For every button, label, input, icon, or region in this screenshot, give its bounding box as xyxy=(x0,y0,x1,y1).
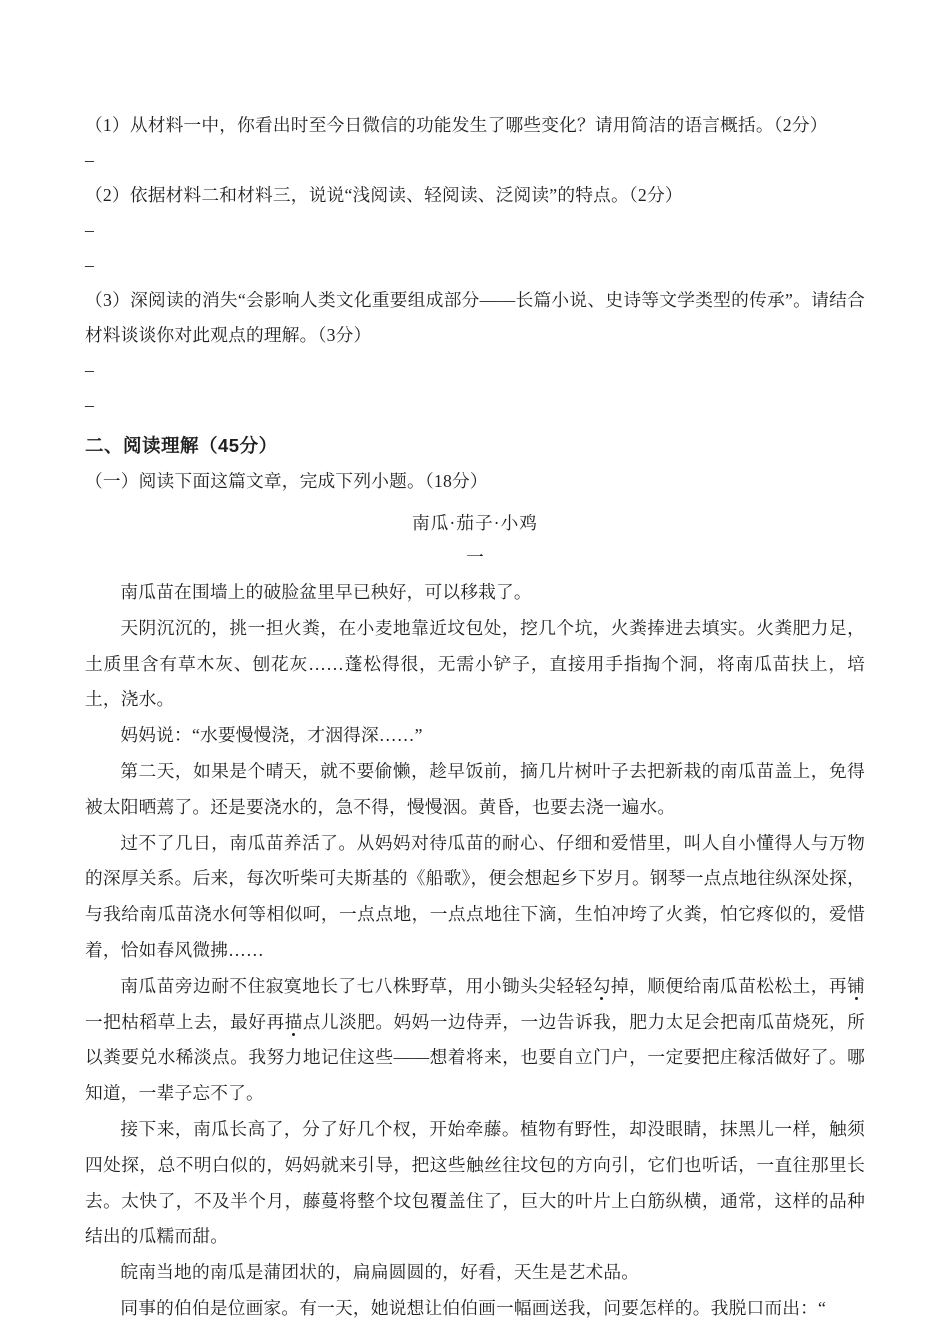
answer-blank-line: – xyxy=(85,220,94,240)
emphasized-char: 描 xyxy=(284,1011,303,1032)
text-segment: 南瓜苗在围墙上的破脸盆里早已秧好，可以移栽了。 xyxy=(120,582,532,602)
emphasized-char: 铺 xyxy=(847,975,865,996)
answer-blank-line: – xyxy=(85,255,94,275)
text-segment: 同事的伯伯是位画家。有一天，她说想让伯伯画一幅画送我，问要怎样的。我脱口而出：“ xyxy=(120,1297,827,1318)
essay-paragraph xyxy=(85,969,865,1112)
text-segment: 接下来，南瓜长高了，分了好几个杈，开始牵藤。植物有野性，却没眼睛，抹黑儿一样，触须四处探，总不明白似的，妈妈就来引导，把这些触丝往坟包的方向引，它们也听话，一直往那里长去。太快了，不及半个月，藤蔓将整个坟包覆盖住了，巨大的叶片上白筋纵横，通常，这样的品种结出的瓜糯而甜。 xyxy=(85,1118,865,1247)
question-text: （1）从材料一中，你看出时至今日微信的功能发生了哪些变化？请用简洁的语言概括。（2分） xyxy=(85,115,828,135)
essay-paragraph xyxy=(85,611,865,718)
question-text: （3）深阅读的消失“会影响人类文化重要组成部分——长篇小说、史诗等文学类型的传承”。请结合材料谈谈你对此观点的理解。（3分） xyxy=(85,290,865,345)
question-block xyxy=(85,108,865,423)
question-text: （2）依据材料二和材料三，说说“浅阅读、轻阅读、泛阅读”的特点。（2分） xyxy=(85,185,683,205)
answer-blank-line: – xyxy=(85,150,94,170)
essay-part-label: 一 xyxy=(466,547,484,567)
section-subheading: （一）阅读下面这篇文章，完成下列小题。（18分） xyxy=(85,471,488,491)
text-segment: 妈妈说：“水要慢慢浇，才洇得深……” xyxy=(120,725,423,746)
essay-paragraph xyxy=(85,718,865,754)
text-segment: 皖南当地的南瓜是蒲团状的，扁扁圆圆的，好看，天生是艺术品。 xyxy=(120,1262,640,1283)
answer-blank-line: – xyxy=(85,360,94,380)
essay-paragraph xyxy=(85,575,865,611)
essay-paragraph xyxy=(85,1255,865,1291)
answer-blank-line: – xyxy=(85,395,94,415)
text-segment: 掉，顺便给南瓜苗松松土，再 xyxy=(610,975,848,996)
essay-body xyxy=(85,575,865,1327)
text-segment: 天阴沉沉的，挑一担火粪，在小麦地靠近坟包处，挖几个坑，火粪捧进去填实。火粪肥力足，土质里含有草木灰、刨花灰……蓬松得很，无需小铲子，直接用手指掏个洞，将南瓜苗扶上，培土，浇水。 xyxy=(85,617,865,710)
section-heading: 二、阅读理解（45分） xyxy=(85,435,278,456)
essay xyxy=(85,506,865,1327)
text-segment: 一把枯稻草上去，最好再 xyxy=(85,1011,285,1032)
essay-paragraph xyxy=(85,826,865,969)
essay-paragraph xyxy=(85,754,865,826)
emphasized-char: 勾 xyxy=(592,975,611,996)
text-segment: 过不了几日，南瓜苗养活了。从妈妈对待瓜苗的耐心、仔细和爱惜里，叫人自小懂得人与万物的深厚关系。后来，每次听柴可夫斯基的《船歌》，便会想起乡下岁月。钢琴一点点地往纵深处探，与我给南瓜苗浇水何等相似呵，一点点地，一点点地往下滴，生怕冲垮了火粪，怕它疼似的，爱惜着，恰如春风微拂…… xyxy=(85,832,865,960)
text-segment: 南瓜苗旁边耐不住寂寞地长了七八株野草，用小锄头尖轻轻 xyxy=(120,975,593,996)
text-segment: 点儿淡肥。妈妈一边侍弄，一边告诉我，肥力太足会把南瓜苗烧死，所以粪要兑水稀淡点。我努力地记住这些——想着将来，也要自立门户，一定要把庄稼活做好了。哪知道，一辈子忘不了。 xyxy=(85,1011,866,1104)
essay-paragraph xyxy=(85,1291,865,1327)
text-segment: 第二天，如果是个晴天，就不要偷懒，趁早饭前，摘几片树叶子去把新栽的南瓜苗盖上，免得被太阳晒蔫了。还是要浇水的，急不得，慢慢洇。黄昏，也要去浇一遍水。 xyxy=(85,760,865,817)
essay-paragraph xyxy=(85,1112,865,1255)
essay-title: 南瓜·茄子·小鸡 xyxy=(412,513,538,533)
